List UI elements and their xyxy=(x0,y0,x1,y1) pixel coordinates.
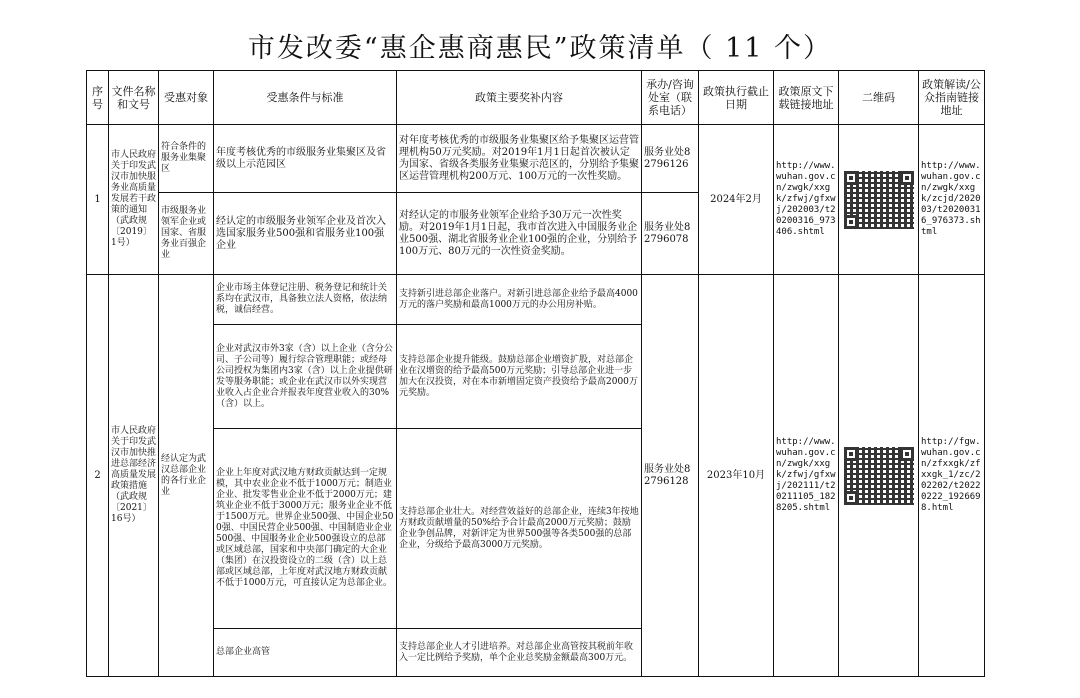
row-doc-title: 市人民政府关于印发武汉市加快推进总部经济高质量发展政策措施（武政规〔2021〕16号） xyxy=(109,275,159,677)
row-target: 市级服务业领军企业或国家、省服务业百强企业 xyxy=(159,193,214,275)
row-content: 支持总部企业壮大。对经营效益好的总部企业，连续3年按地方财政贡献增量的50%给予合计最高2000万元奖励；鼓励企业争创品牌，对新评定为世界500强等各类500强的总部企业，分级给予最高3000万元奖励。 xyxy=(397,429,642,629)
policy-table xyxy=(86,70,985,677)
row-content: 对年度考核优秀的市级服务业集聚区给予集聚区运营管理机构50万元奖励。对2019年1月1日起首次被认定为国家、省级各类服务业集聚示范区的，分别给予集聚区运营管理机构200万元、100万元的一次性奖励。 xyxy=(397,125,642,193)
row-dept: 服务业处82796078 xyxy=(642,193,699,275)
header-guide: 政策解读/公众指南链接地址 xyxy=(919,71,985,125)
header-dept: 承办/咨询处室（联系电话） xyxy=(642,71,699,125)
header-target: 受惠对象 xyxy=(159,71,214,125)
table-row xyxy=(87,125,985,193)
header-doc: 文件名称和文号 xyxy=(109,71,159,125)
row-content: 对经认定的市服务业领军企业给予30万元一次性奖励。对2019年1月1日起，我市首次进入中国服务业企业500强、湖北省服务业企业100强的企业，分别给予100万元、80万元的一次性资金奖励。 xyxy=(397,193,642,275)
row-download-link[interactable]: http://www.wuhan.gov.cn/zwgk/xxgk/zfwj/gfxwj/202111/t20211105_1828205.shtml xyxy=(774,275,839,677)
row-condition: 企业对武汉市外3家（含）以上企业（含分公司、子公司等）履行综合管理职能；或经母公司授权为集团内3家（含）以上企业提供研发等服务职能；或企业在武汉市以外实现营业收入占企业合并报表年度营业收入的30%（含）以上。 xyxy=(214,325,397,429)
row-doc-title: 市人民政府关于印发武汉市加快服务业高质量发展若干政策的通知（武政规〔2019〕1号） xyxy=(109,125,159,275)
row-condition: 企业上年度对武汉地方财政贡献达到一定规模，其中农业企业不低于1000万元；制造业企业、批发零售业企业不低于2000万元；建筑业企业不低于3000万元；服务业企业不低于1500万元。世界企业500强、中国企业500强、中国民营企业500强、中国制造业企业500强、中国服务业企业500强设立的总部或区域总部，国家和中央部门确定的大企业（集团）在汉投资设立的二级（含）以上总部或区域总部，上年度对武汉地方财政贡献不低于1000万元，可直接认定为总部企业。 xyxy=(214,429,397,629)
qr-code-icon[interactable] xyxy=(844,447,914,505)
row-dept: 服务业处82796126 xyxy=(642,125,699,193)
header-qr: 二维码 xyxy=(839,71,919,125)
row-deadline: 2024年2月 xyxy=(699,125,774,275)
qr-code-icon[interactable] xyxy=(844,171,914,229)
header-deadline: 政策执行截止日期 xyxy=(699,71,774,125)
row-download-link[interactable]: http://www.wuhan.gov.cn/zwgk/xxgk/zfwj/gfxwj/202003/t20200316_973406.shtml xyxy=(774,125,839,275)
page-title: 市发改委“惠企惠商惠民”政策清单（ 11 个） xyxy=(247,33,833,64)
row-content: 支持总部企业人才引进培养。对总部企业高管按其税前年收入一定比例给予奖励，单个企业总奖励金额最高300万元。 xyxy=(397,629,642,677)
header-cond: 受惠条件与标准 xyxy=(214,71,397,125)
row-target: 经认定为武汉总部企业的各行业企业 xyxy=(159,275,214,677)
row-condition: 经认定的市级服务业领军企业及首次入选国家服务业500强和省服务业100强企业 xyxy=(214,193,397,275)
row-condition: 企业市场主体登记注册、税务登记和统计关系均在武汉市，具备独立法人资格，依法纳税，诚信经营。 xyxy=(214,275,397,325)
header-link: 政策原文下载链接地址 xyxy=(774,71,839,125)
row-no: 1 xyxy=(87,125,109,275)
row-deadline: 2023年10月 xyxy=(699,275,774,677)
header-no: 序号 xyxy=(87,71,109,125)
row-content: 支持总部企业提升能级。鼓励总部企业增资扩股，对总部企业在汉增资的给予最高500万元奖励；引导总部企业进一步加大在汉投资，对在本市新增固定资产投资给予最高2000万元奖励。 xyxy=(397,325,642,429)
row-condition: 年度考核优秀的市级服务业集聚区及省级以上示范园区 xyxy=(214,125,397,193)
row-guide-link[interactable]: http://fgw.wuhan.gov.cn/zfxxgk/zfxxgk_1/zc/202202/t20220222_1926698.html xyxy=(919,275,985,677)
row-no: 2 xyxy=(87,275,109,677)
row-dept: 服务业处82796128 xyxy=(642,275,699,677)
row-qr-cell xyxy=(839,275,919,677)
row-target: 符合条件的服务业集聚区 xyxy=(159,125,214,193)
header-content: 政策主要奖补内容 xyxy=(397,71,642,125)
header-row xyxy=(87,71,985,125)
row-guide-link[interactable]: http://www.wuhan.gov.cn/zwgk/xxgk/zcjd/202003/t20200316_976373.shtml xyxy=(919,125,985,275)
row-qr-cell xyxy=(839,125,919,275)
row-condition: 总部企业高管 xyxy=(214,629,397,677)
row-content: 支持新引进总部企业落户。对新引进总部企业给予最高4000万元的落户奖励和最高1000万元的办公用房补贴。 xyxy=(397,275,642,325)
table-row xyxy=(87,275,985,325)
